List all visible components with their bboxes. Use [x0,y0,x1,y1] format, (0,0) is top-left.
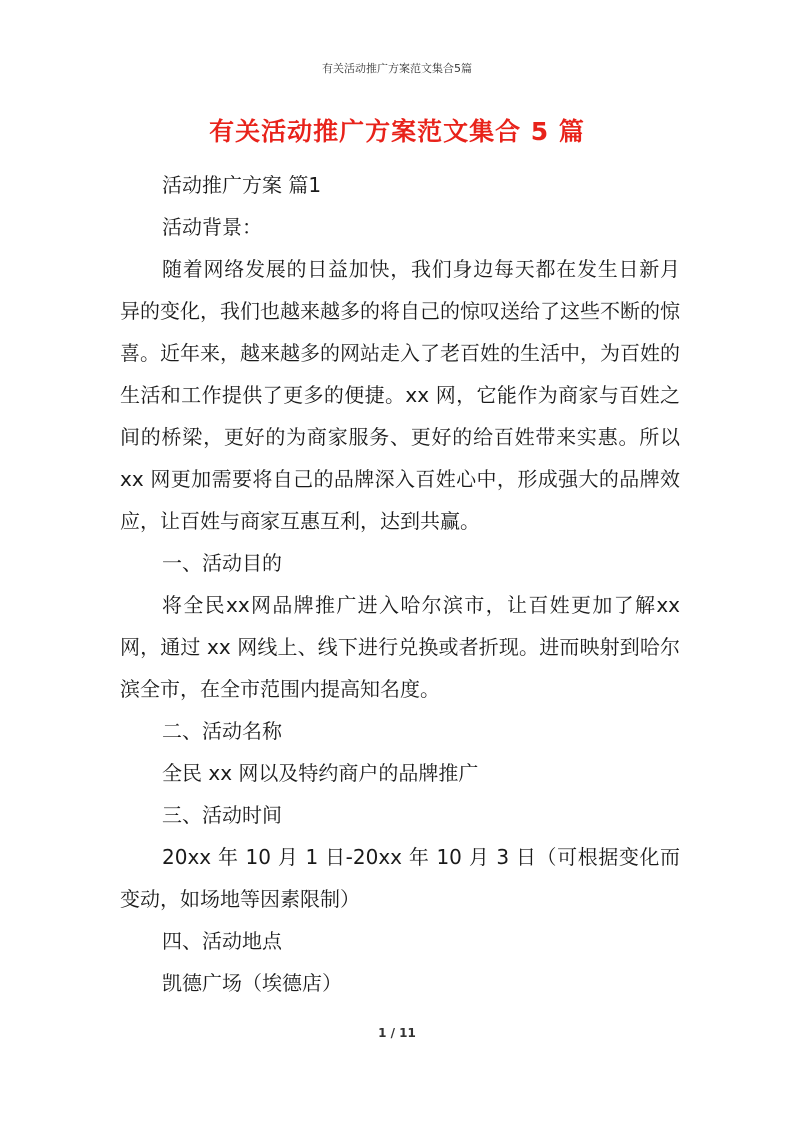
paragraph-location: 凯德广场（埃德店） [162,971,342,995]
paragraph-background: 随着网络发展的日益加快，我们身边每天都在发生日新月异的变化，我们也越来越多的将自己的惊叹送给了这些不断的惊喜。近年来，越来越多的网站走入了老百姓的生活中，为百姓的生活和工作提供了更多的便捷。xx 网，它能作为商家与百姓之间的桥梁，更好的为商家服务、更好的给百姓带来实惠。所以 xx 网更加需要将自己的品牌深入百姓心中，形成强大的品牌效应，让百姓与商家互惠互利，达到共赢。 [120,257,680,533]
heading-name: 二、活动名称 [162,719,282,743]
heading-location: 四、活动地点 [162,929,282,953]
paragraph-name: 全民 xx 网以及特约商户的品牌推广 [162,761,479,785]
section-heading-plan-1: 活动推广方案 篇1 [162,173,322,197]
heading-purpose: 一、活动目的 [162,551,282,575]
heading-time: 三、活动时间 [162,803,282,827]
document-body [120,164,680,1004]
paragraph-purpose: 将全民xx网品牌推广进入哈尔滨市，让百姓更加了解xx 网，通过 xx 网线上、线下进行兑换或者折现。进而映射到哈尔滨全市，在全市范围内提高知名度。 [120,593,680,701]
paragraph-time: 20xx 年 10 月 1 日-20xx 年 10 月 3 日（可根据变化而变动，如场地等因素限制） [120,845,680,911]
document-title: 有关活动推广方案范文集合 5 篇 [209,117,585,146]
page-number: 1 / 11 [378,1026,416,1040]
running-header: 有关活动推广方案范文集合5篇 [322,62,472,75]
subheading-background: 活动背景： [162,215,262,239]
